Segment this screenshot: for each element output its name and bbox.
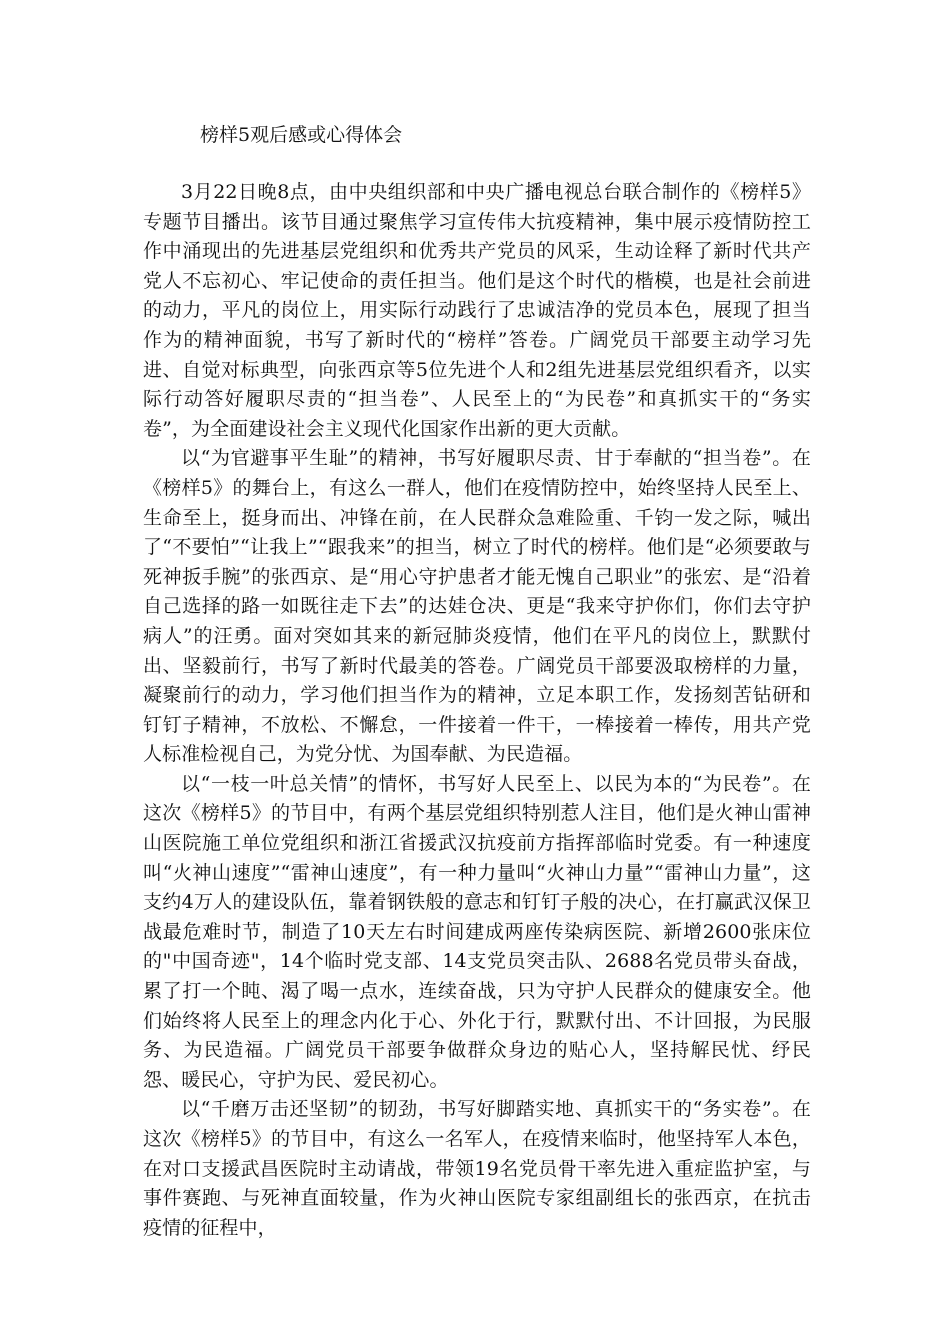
document-title: 榜样5观后感或心得体会 [200, 124, 403, 146]
paragraph-3: 以“一枝一叶总关情”的情怀，书写好人民至上、以民为本的“为民卷”。在这次《榜样5》的节目中，有两个基层党组织特别惹人注目，他们是火神山雷神山医院施工单位党组织和浙江省援武汉抗疫前方指挥部临时党委。有一种速度叫“火神山速度”“雷神山速度”，有一种力量叫“火神山力量”“雷神山力量”，这支约4万人的建设队伍，靠着钢铁般的意志和钉钉子般的决心，在打赢武汉保卫战最危难时节，制造了10天左右时间建成两座传染病医院、新增2600张床位的"中国奇迹"，14个临时党支部、14支党员突击队、2688名党员带头奋战，累了打一个盹、渴了喝一点水，连续奋战，只为守护人民群众的健康安全。他们始终将人民至上的理念内化于心、外化于行，默默付出、不计回报，为民服务、为民造福。广阔党员干部要争做群众身边的贴心人，坚持解民忧、纾民怨、暖民心，守护为民、爱民初心。 [143, 772, 811, 1091]
paragraph-1: 3月22日晚8点，由中央组织部和中央广播电视总台联合制作的《榜样5》专题节目播出。该节目通过聚焦学习宣传伟大抗疫精神，集中展示疫情防控工作中涌现出的先进基层党组织和优秀共产党员的风采，生动诠释了新时代共产党人不忘初心、牢记使命的责任担当。他们是这个时代的楷模，也是社会前进的动力，平凡的岗位上，用实际行动践行了忠诚洁净的党员本色，展现了担当作为的精神面貌，书写了新时代的“榜样”答卷。广阔党员干部要主动学习先进、自觉对标典型，向张西京等5位先进个人和2组先进基层党组织看齐，以实际行动答好履职尽责的“担当卷”、人民至上的“为民卷”和真抓实干的“务实卷”，为全面建设社会主义现代化国家作出新的更大贡献。 [143, 181, 811, 440]
paragraph-4: 以“千磨万击还坚韧”的韧劲，书写好脚踏实地、真抓实干的“务实卷”。在这次《榜样5》的节目中，有这么一名军人，在疫情来临时，他坚持军人本色，在对口支援武昌医院时主动请战，带领19名党员骨干率先进入重症监护室，与事件赛跑、与死神直面较量，作为火神山医院专家组副组长的张西京，在抗击疫情的征程中， [143, 1098, 811, 1239]
paragraph-2: 以“为官避事平生耻”的精神，书写好履职尽责、甘于奉献的“担当卷”。在《榜样5》的舞台上，有这么一群人，他们在疫情防控中，始终坚持人民至上、生命至上，挺身而出、冲锋在前，在人民群众急难险重、千钧一发之际，喊出了“不要怕”“让我上”“跟我来”的担当，树立了时代的榜样。他们是“必须要敢与死神扳手腕”的张西京、是“用心守护患者才能无愧自己职业”的张宏、是“沿着自己选择的路一如既往走下去”的达娃仓决、更是“我来守护你们，你们去守护病人”的汪勇。面对突如其来的新冠肺炎疫情，他们在平凡的岗位上，默默付出、坚毅前行，书写了新时代最美的答卷。广阔党员干部要汲取榜样的力量，凝聚前行的动力，学习他们担当作为的精神，立足本职工作，发扬刻苦钻研和钉钉子精神，不放松、不懈怠，一件接着一件干，一棒接着一棒传，用共产党人标准检视自己，为党分忧、为国奉献、为民造福。 [143, 447, 811, 766]
document-body [143, 178, 811, 1243]
